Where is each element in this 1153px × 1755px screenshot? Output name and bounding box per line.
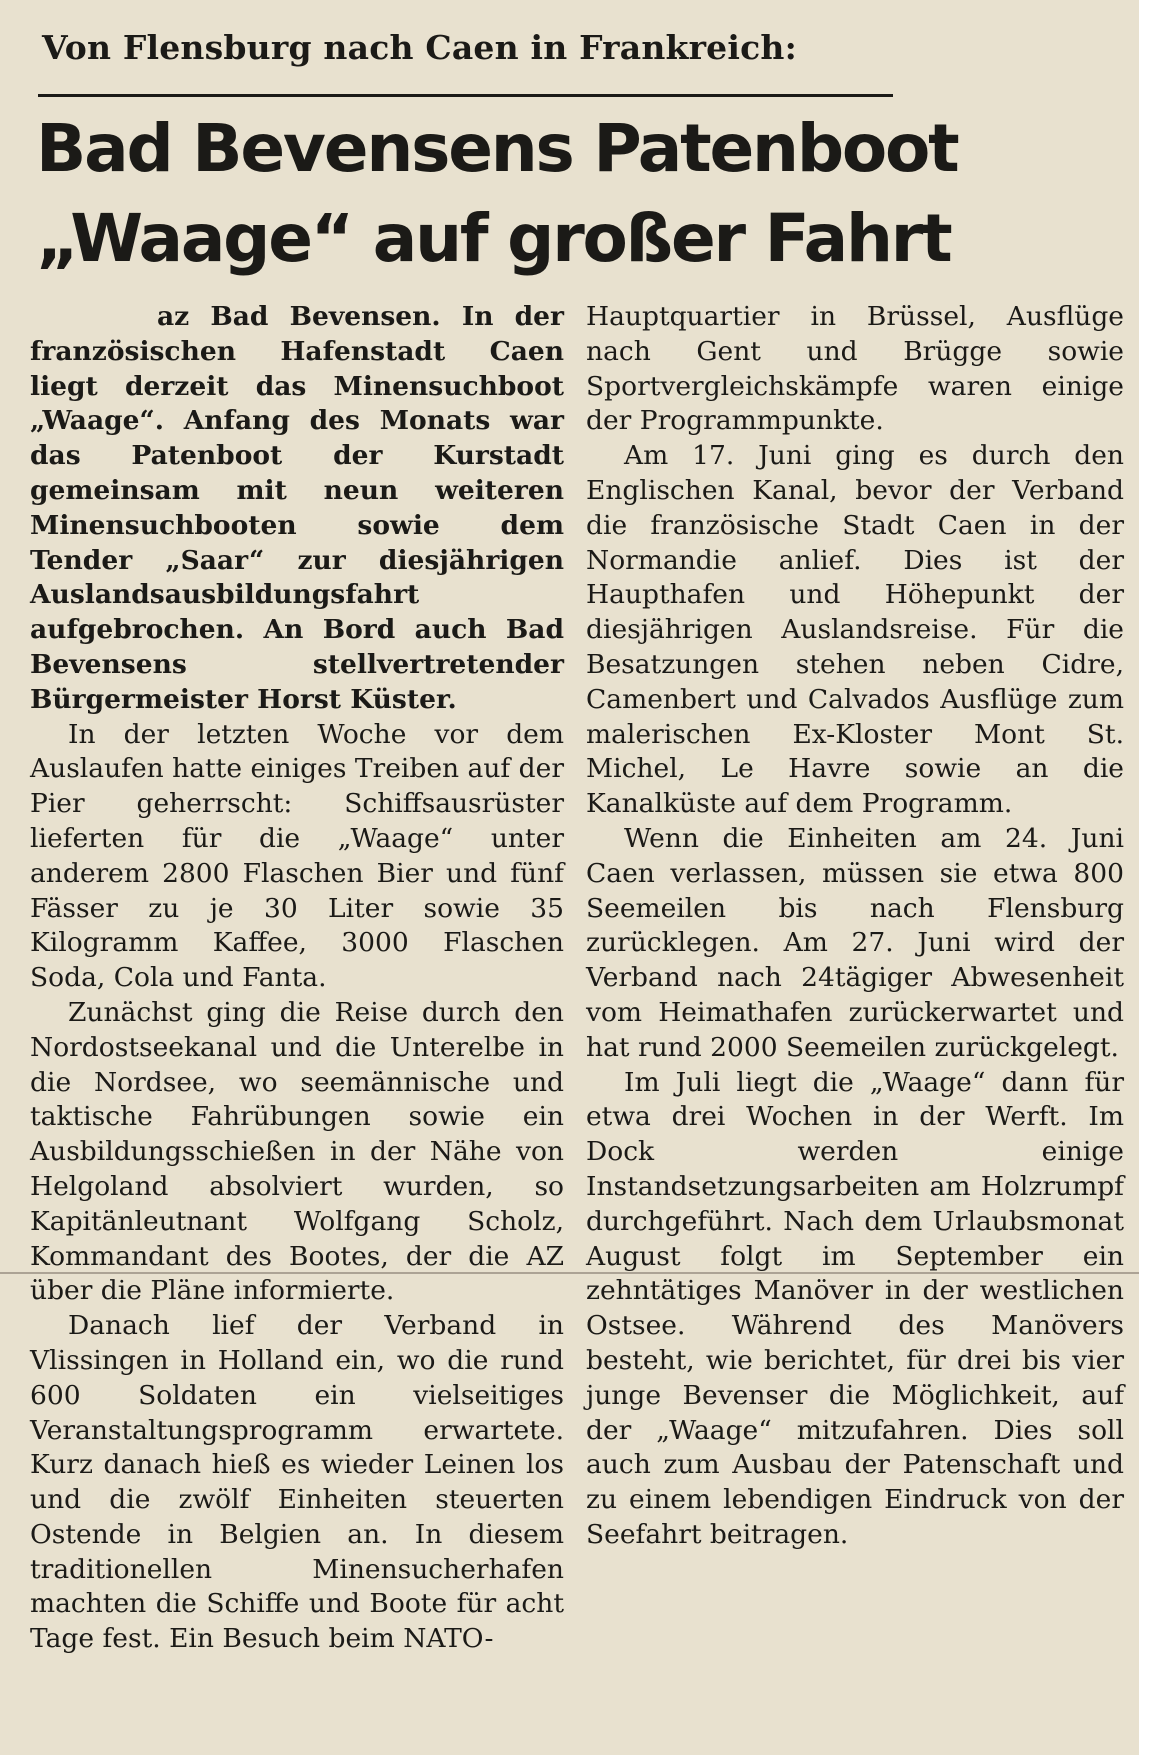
paragraph-5: Am 17. Juni ging es durch den Englischen Kanal, bevor der Verband die französische Stadt Caen in der Normandie anlief. Dies ist der Haupthafen und Höhepunkt der diesjährigen Auslandsreise. Für die Besatzungen stehen neben Cidre, Camenbert und Calvados Ausflüge zum malerischen Ex-Kloster Mont St. Michel, Le Havre sowie an die Kanalküste auf dem Programm. bbox=[586, 440, 1124, 820]
dateline: az Bad Bevensen. bbox=[156, 301, 441, 332]
lead-paragraph bbox=[30, 300, 564, 718]
article-column-left bbox=[30, 300, 564, 1657]
lead-text: In der französischen Hafenstadt Caen liegt derzeit das Minensuchboot „Waage“. Anfang des Monats war das Patenboot der Kurstadt gemeinsam mit neun weiteren Minensuchbooten sowie dem Tender „Saar“ zur diesjährigen Auslandsausbildungsfahrt aufgebrochen. An Bord auch Bad Bevensens stellvertretender Bürgermeister Horst Küster. bbox=[30, 301, 565, 715]
kicker-underline bbox=[38, 94, 893, 97]
headline bbox=[36, 104, 1096, 284]
paragraph-2: In der letzten Woche vor dem Auslaufen hatte einiges Treiben auf der Pier geherrscht: Schiffsausrüster lieferten für die „Waage“ unter anderem 2800 Flaschen Bier und fünf Fässer zu je 30 Liter sowie 35 Kilogramm Kaffee, 3000 Flaschen Soda, Cola und Fanta. bbox=[30, 718, 564, 994]
paragraph-7: Im Juli liegt die „Waage“ dann für etwa drei Wochen in der Werft. Im Dock werden einige Instandsetzungsarbeiten am Holzrumpf durchgeführt. Nach dem Urlaubsmonat August folgt im September ein zehntätiges Manöver in der westlichen Ostsee. Während des Manövers besteht, wie berichtet, für drei bis vier junge Bevenser die Möglichkeit, auf der „Waage“ mitzufahren. Dies soll auch zum Ausbau der Patenschaft und zu einem lebendigen Eindruck von der Seefahrt beitragen. bbox=[586, 1066, 1124, 1550]
paragraph-6: Wenn die Einheiten am 24. Juni Caen verlassen, müssen sie etwa 800 Seemeilen bis nach Flensburg zurücklegen. Am 27. Juni wird der Verband nach 24tägiger Abwesenheit vom Heimathafen zurückerwartet und hat rund 2000 Seemeilen zurückgelegt. bbox=[586, 822, 1124, 1063]
article-column-right bbox=[586, 300, 1124, 1553]
headline-line-2: „Waage“ auf großer Fahrt bbox=[36, 200, 951, 277]
paper-fold-line bbox=[0, 1272, 1140, 1274]
headline-line-1: Bad Bevensens Patenboot bbox=[36, 110, 958, 187]
paragraph-3: Zunächst ging die Reise durch den Nordostseekanal und die Unterelbe in die Nordsee, wo seemännische und taktische Fahrübungen sowie ein Ausbildungsschießen in der Nähe von Helgoland absolviert wurden, so Kapitänleutnant Wolfgang Scholz, Kommandant des Bootes, der die AZ über die Pläne informierte. bbox=[30, 996, 564, 1307]
paragraph-4: Danach lief der Verband in Vlissingen in Holland ein, wo die rund 600 Soldaten ein vielseitiges Veranstaltungsprogramm erwartete. Kurz danach hieß es wieder Leinen los und die zwölf Einheiten steuerten Ostende in Belgien an. In diesem traditionellen Minensucherhafen machten die Schiffe und Boote für acht Tage fest. Ein Besuch beim NATO- bbox=[30, 1310, 564, 1655]
paragraph-4-continued: Hauptquartier in Brüssel, Ausflüge nach Gent und Brügge sowie Sportvergleichskämpfe waren einige der Programmpunkte. bbox=[586, 301, 1124, 437]
kicker: Von Flensburg nach Caen in Frankreich: bbox=[42, 28, 797, 67]
